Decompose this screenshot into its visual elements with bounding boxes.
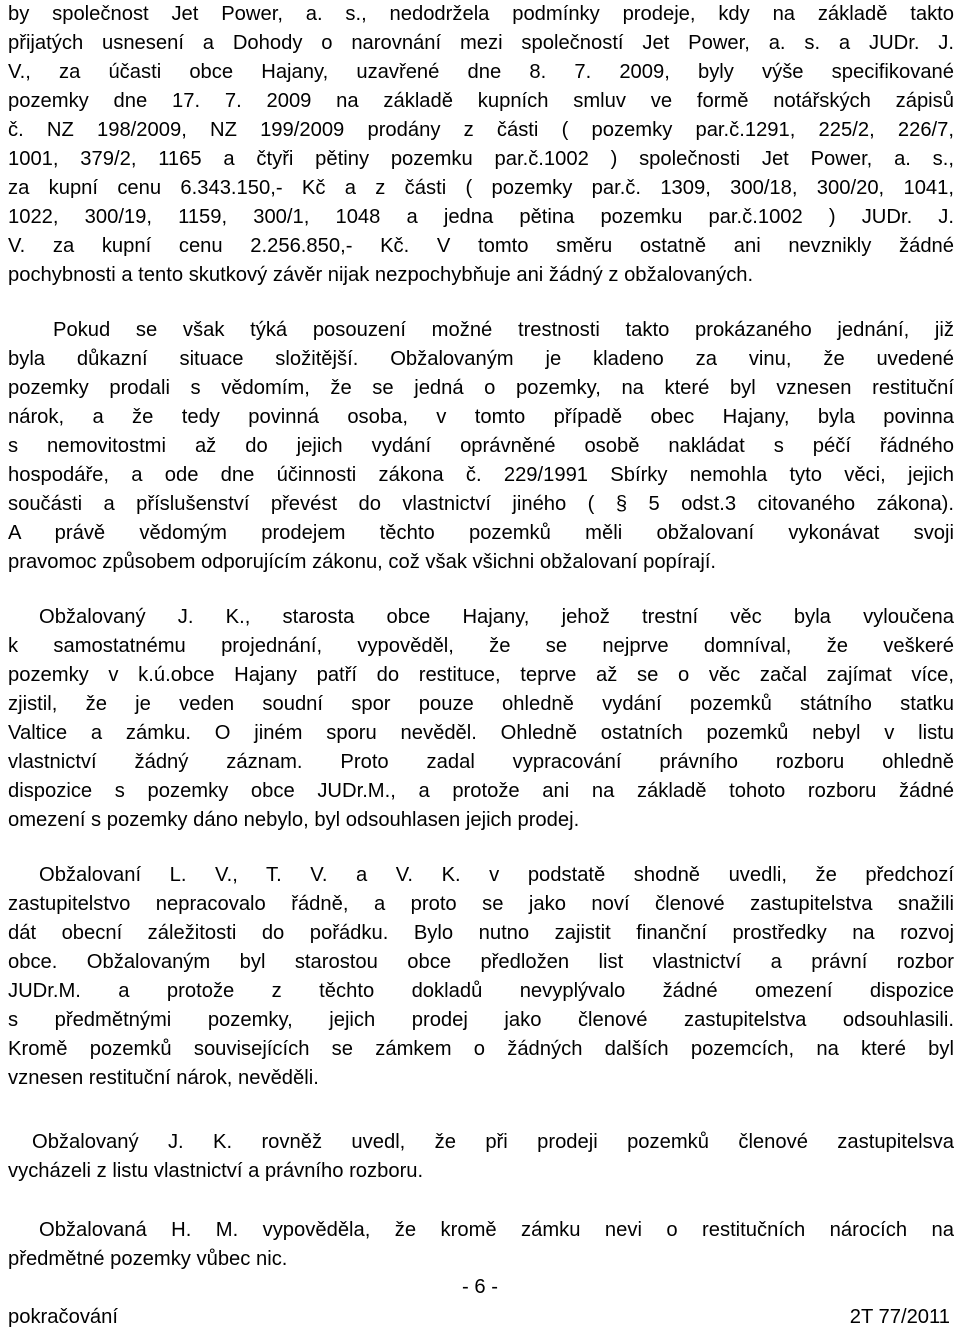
text-line: dát obecní záležitosti do pořádku. Bylo nutno zajistit finanční prostředky na rozvoj <box>8 922 954 944</box>
text-line: Pokud se však týká posouzení možné trestnosti takto prokázaného jednání, již <box>53 319 954 341</box>
text-line: 1001, 379/2, 1165 a čtyři pětiny pozemku par.č.1002 ) společnosti Jet Power, a. s., <box>8 148 954 170</box>
text-line: Obžalovaní L. V., T. V. a V. K. v podstatě shodně uvedli, že předchozí <box>39 864 954 886</box>
text-line: vznesen restituční nárok, nevěděli. <box>8 1067 319 1089</box>
text-line: V., za účasti obce Hajany, uzavřené dne 8. 7. 2009, byly výše specifikované <box>8 61 954 83</box>
text-line: dispozice s pozemky obce JUDr.M., a protože ani na základě tohoto rozboru žádné <box>8 780 954 802</box>
footer-continuation-label: pokračování <box>8 1306 118 1328</box>
text-line: V. za kupní cenu 2.256.850,- Kč. V tomto směru ostatně ani nevznikly žádné <box>8 235 954 257</box>
text-line: Valtice a zámku. O jiném sporu nevěděl. Ohledně ostatních pozemků nebyl v listu <box>8 722 954 744</box>
text-line: vycházeli z listu vlastnictví a právního rozboru. <box>8 1160 424 1182</box>
text-line: nárok, a že tedy povinná osoba, v tomto případě obec Hajany, byla povinna <box>8 406 954 428</box>
footer-case-number: 2T 77/2011 <box>849 1306 950 1328</box>
text-line: za kupní cenu 6.343.150,- Kč a z části ( pozemky par.č. 1309, 300/18, 300/20, 1041, <box>8 177 954 199</box>
text-line: č. NZ 198/2009, NZ 199/2009 prodány z části ( pozemky par.č.1291, 225/2, 226/7, <box>8 119 954 141</box>
text-line: Obžalovaný J. K. rovněž uvedl, že při prodeji pozemků členové zastupitelsva <box>32 1131 954 1153</box>
text-line: JUDr.M. a protože z těchto dokladů nevyplývalo žádné omezení dispozice <box>8 980 954 1002</box>
text-line: k samostatnému projednání, vypověděl, že se nejprve domníval, že veškeré <box>8 635 954 657</box>
text-line: zastupitelstvo nepracovalo řádně, a proto se jako noví členové zastupitelstva snažili <box>8 893 954 915</box>
text-line: obce. Obžalovaným byl starostou obce předložen list vlastnictví a právní rozbor <box>8 951 954 973</box>
text-line: by společnost Jet Power, a. s., nedodržela podmínky prodeje, kdy na základě takto <box>8 3 954 25</box>
text-line: zjistil, že je veden soudní spor pouze ohledně vydání pozemků státního statku <box>8 693 954 715</box>
text-line: přijatých usnesení a Dohody o narovnání mezi společností Jet Power, a. s. a JUDr. J. <box>8 32 954 54</box>
text-line: byla důkazní situace složitější. Obžalovaným je kladeno za vinu, že uvedené <box>8 348 954 370</box>
text-line: Obžalovaná H. M. vypověděla, že kromě zámku nevi o restitučních nárocích na <box>39 1219 954 1241</box>
text-line: s předmětnými pozemky, jejich prodej jako členové zastupitelstva odsouhlasili. <box>8 1009 954 1031</box>
text-line: pochybnosti a tento skutkový závěr nijak nezpochybňuje ani žádný z obžalovaných. <box>8 264 754 286</box>
text-line: pravomoc způsobem odporujícím zákonu, což však všichni obžalovaní popírají. <box>8 551 717 573</box>
text-line: vlastnictví žádný záznam. Proto zadal vypracování právního rozboru ohledně <box>8 751 954 773</box>
text-line: 1022, 300/19, 1159, 300/1, 1048 a jedna pětina pozemku par.č.1002 ) JUDr. J. <box>8 206 954 228</box>
text-line: hospodáře, a ode dne účinnosti zákona č. 229/1991 Sbírky nemohla tyto věci, jejich <box>8 464 954 486</box>
text-line: pozemky dne 17. 7. 2009 na základě kupních smluv ve formě notářských zápisů <box>8 90 954 112</box>
text-line: pozemky v k.ú.obce Hajany patří do restituce, teprve až se o věc začal zajímat více, <box>8 664 954 686</box>
text-line: pozemky prodali s vědomím, že se jedná o pozemky, na které byl vznesen restituční <box>8 377 954 399</box>
page-number: - 6 - <box>462 1276 498 1298</box>
text-line: omezení s pozemky dáno nebylo, byl odsouhlasen jejich prodej. <box>8 809 580 831</box>
text-line: předmětné pozemky vůbec nic. <box>8 1248 288 1270</box>
text-line: Kromě pozemků souvisejících se zámkem o žádných dalších pozemcích, na které byl <box>8 1038 954 1060</box>
text-line: s nemovitostmi až do jejich vydání oprávněné osobě nakládat s péčí řádného <box>8 435 954 457</box>
text-line: součásti a příslušenství převést do vlastnictví jiného ( § 5 odst.3 citovaného zákona). <box>8 493 954 515</box>
text-line: A právě vědomým prodejem těchto pozemků měli obžalovaní vykonávat svoji <box>8 522 954 544</box>
text-line: Obžalovaný J. K., starosta obce Hajany, jehož trestní věc byla vyloučena <box>39 606 954 628</box>
